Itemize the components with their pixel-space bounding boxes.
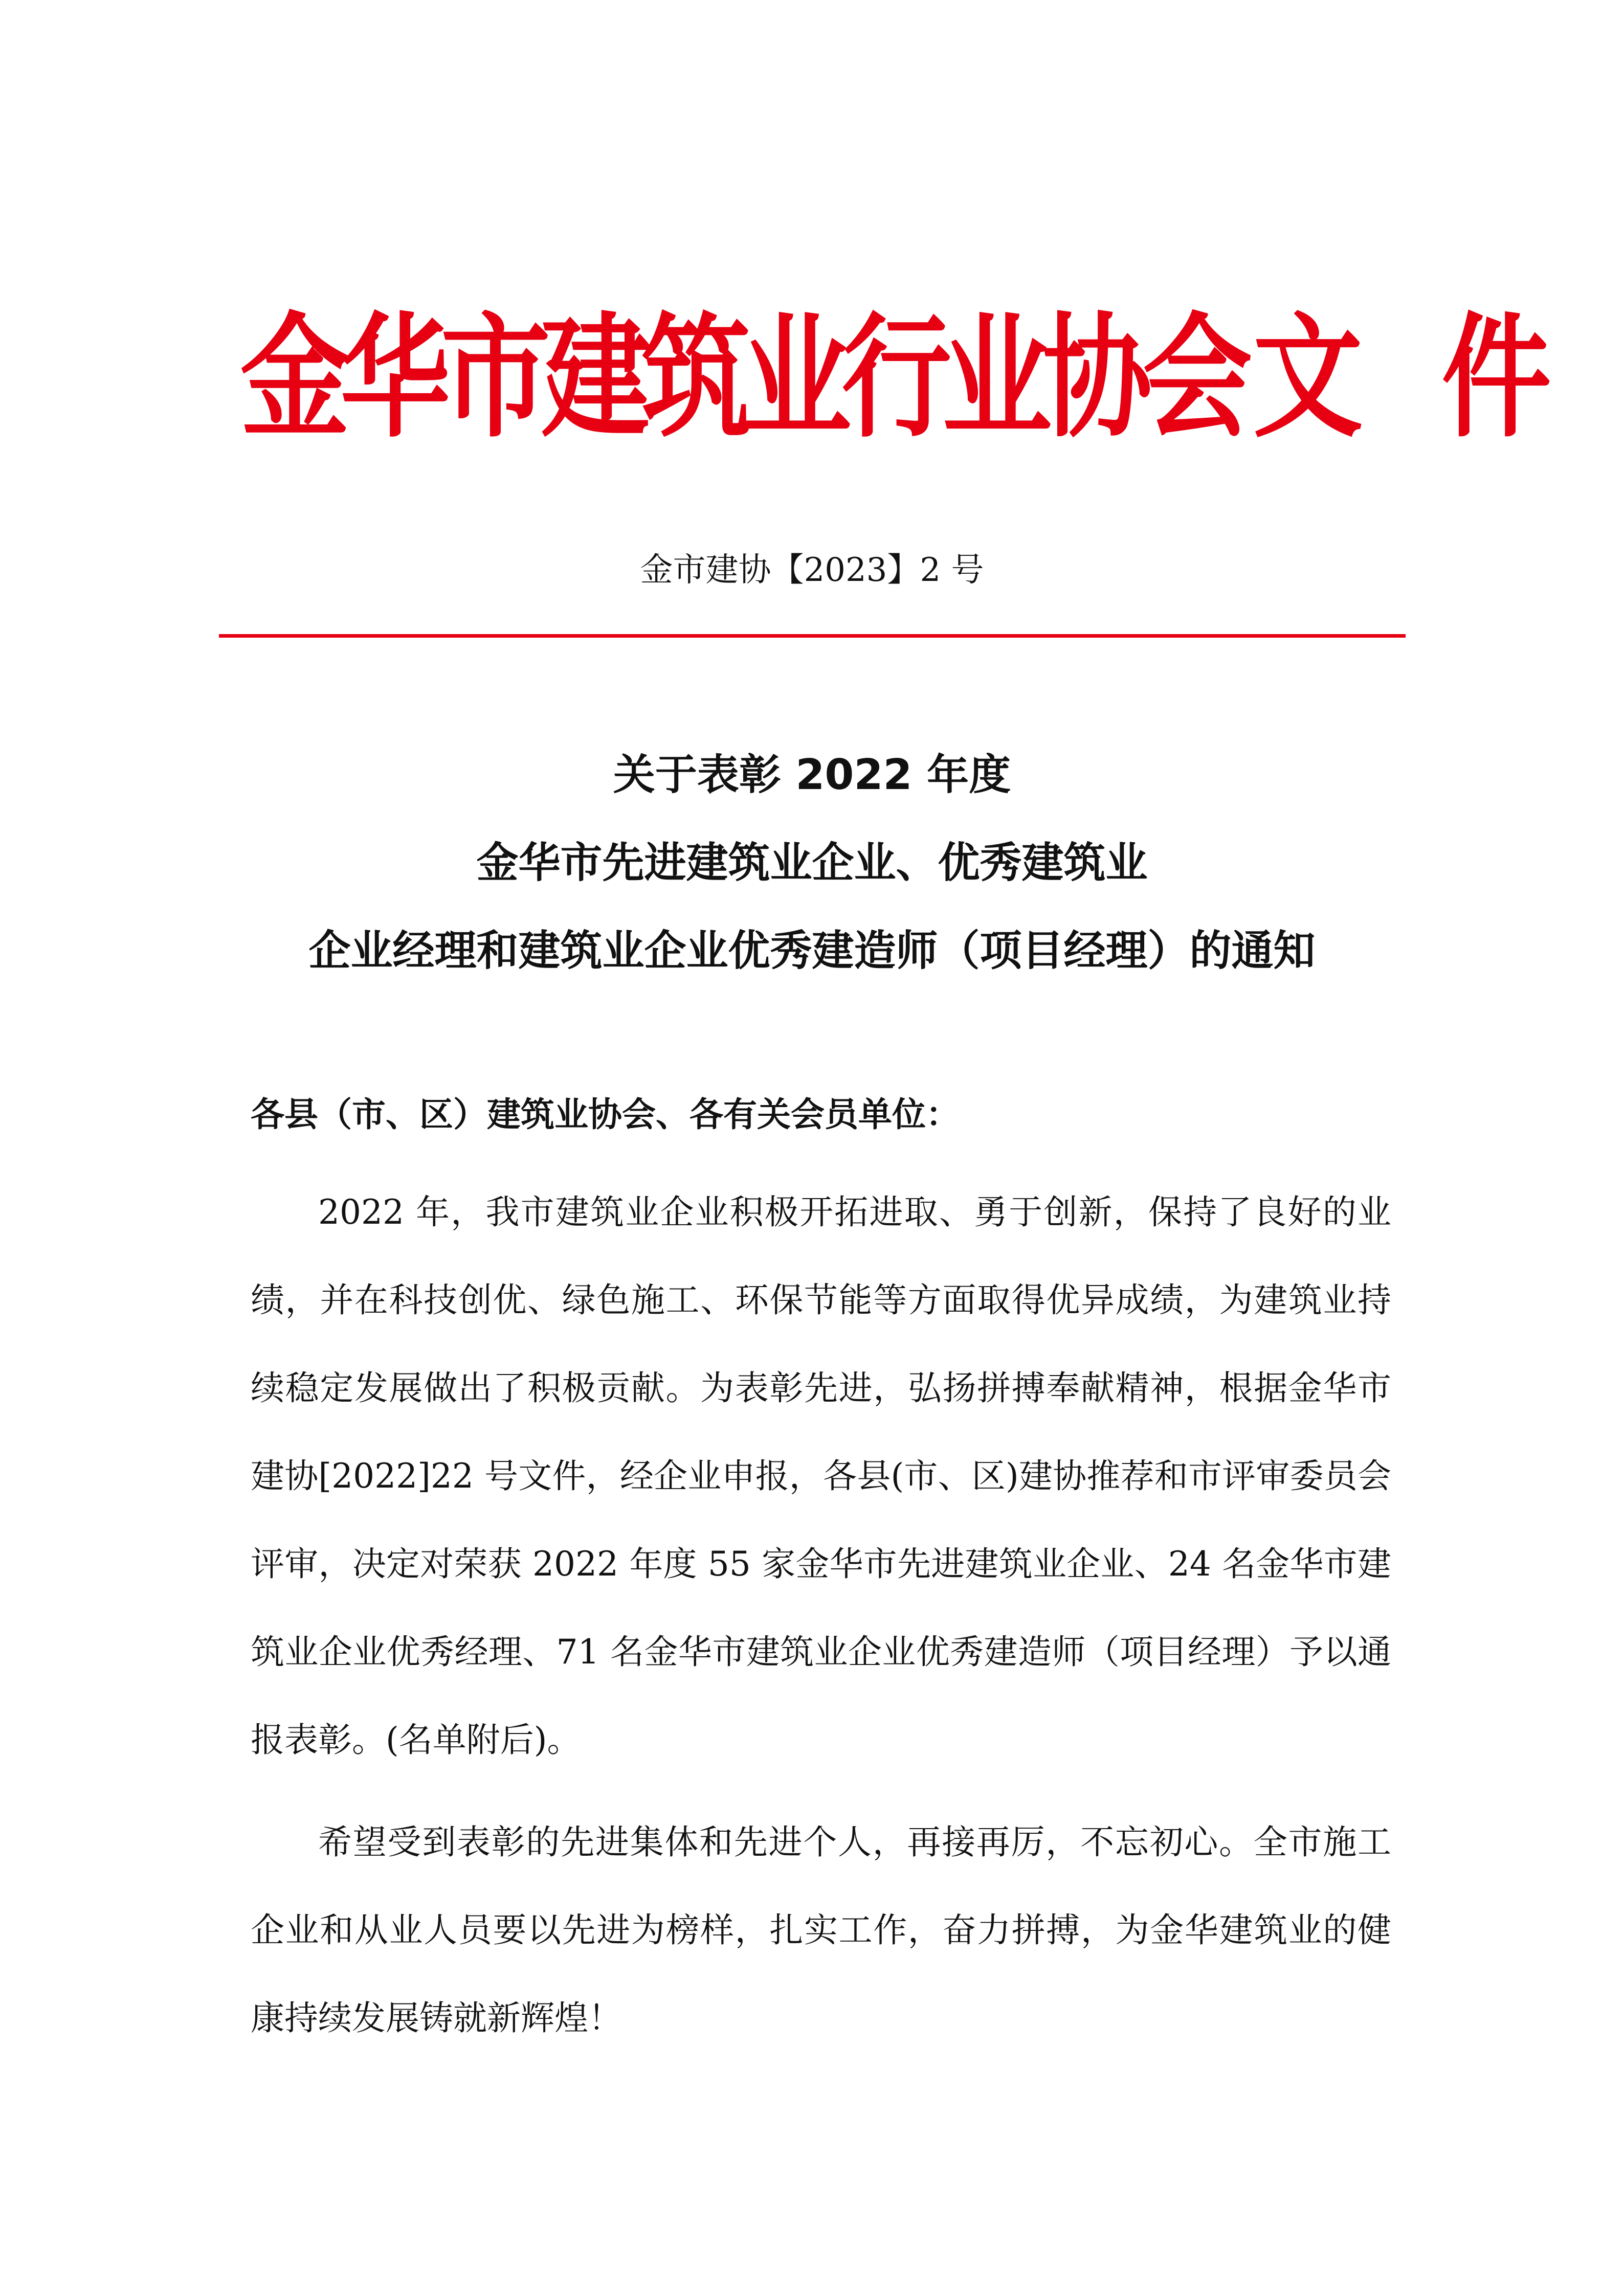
notice-title-line-2: 金华市先进建筑业企业、优秀建筑业	[476, 839, 1148, 887]
document-header	[240, 266, 1572, 490]
document-number: 金市建协【2023】2 号	[640, 551, 984, 589]
red-divider	[219, 634, 1406, 638]
issuing-organization: 金华市建筑业行业协会	[240, 300, 1243, 456]
salutation: 各县（市、区）建筑业协会、各有关会员单位：	[251, 1095, 960, 1134]
notice-body	[251, 1168, 1391, 2077]
notice-title-line-3: 企业经理和建筑业企业优秀建造师（项目经理）的通知	[308, 927, 1316, 975]
body-paragraph: 希望受到表彰的先进集体和先进个人，再接再厉，不忘初心。全市施工企业和从业人员要以先进为榜样，扎实工作，奋力拼搏，为金华建筑业的健康持续发展铸就新辉煌！	[251, 1822, 1391, 2038]
body-paragraph: 2022 年，我市建筑业企业积极开拓进取、勇于创新，保持了良好的业绩，并在科技创优、绿色施工、环保节能等方面取得优异成绩，为建筑业持续稳定发展做出了积极贡献。为表彰先进，弘扬拼搏奉献精神，根据金华市建协[2022]22 号文件，经企业申报，各县(市、区)建协推荐和市评审委员会评审，决定对荣获 2022 年度 55 家金华市先进建筑业企业、24 名金华市建筑业企业优秀经理、71 名金华市建筑业企业优秀建造师（项目经理）予以通报表彰。(名单附后)。	[251, 1192, 1391, 1760]
header-suffix: 文 件	[1253, 300, 1572, 456]
notice-title-line-1: 关于表彰 2022 年度	[613, 751, 1011, 799]
notice-title	[0, 731, 1624, 995]
